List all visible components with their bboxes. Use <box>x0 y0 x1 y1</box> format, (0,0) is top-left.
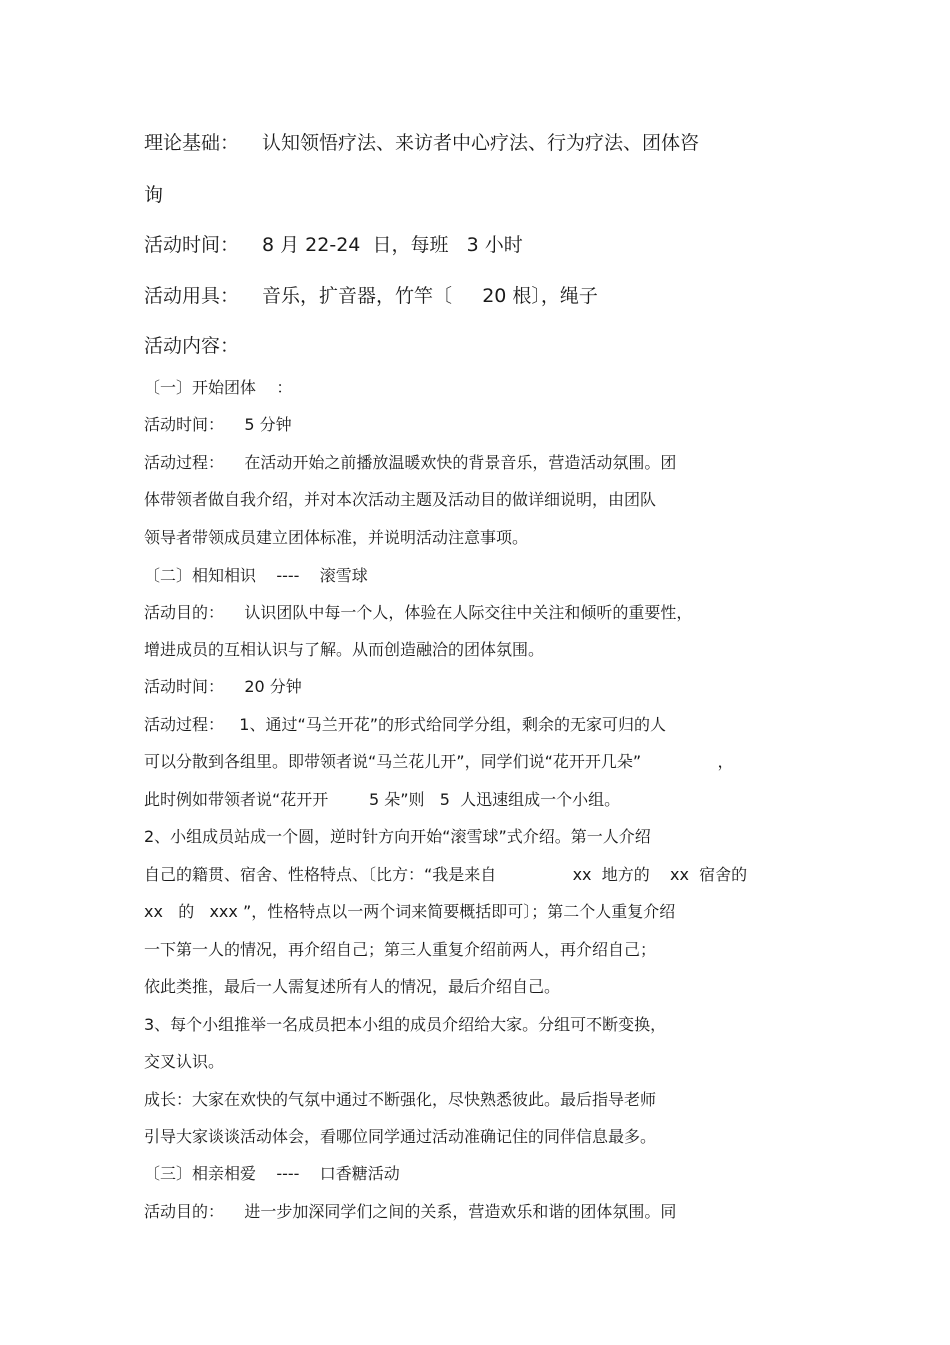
paragraph-line: 活动时间： 5 分钟 <box>144 415 292 434</box>
theory-continuation: 询 <box>144 184 164 206</box>
paragraph-line: 活动目的： 进一步加深同学们之间的关系，营造欢乐和谐的团体氛围。同 <box>144 1202 677 1221</box>
paragraph-line: 活动过程： 在活动开始之前播放温暖欢快的背景音乐，营造活动氛围。团 <box>144 453 677 472</box>
paragraph-line: 2、小组成员站成一个圆，逆时针方向开始“滚雪球”式介绍。第一人介绍 <box>144 827 651 846</box>
paragraph-line: 此时例如带领者说“花开开 5 朵”则 5 人迅速组成一个小组。 <box>144 790 621 809</box>
paragraph-line: 3、每个小组推举一名成员把本小组的成员介绍给大家。分组可不断变换， <box>144 1015 667 1034</box>
paragraph-line: xx 的 xxx ”，性格特点以一两个词来简要概括即可〕；第二个人重复介绍 <box>144 902 676 921</box>
paragraph-line: 活动目的： 认识团队中每一个人，体验在人际交往中关注和倾听的重要性， <box>144 603 693 622</box>
paragraph-line: 引导大家谈谈活动体会，看哪位同学通过活动准确记住的同伴信息最多。 <box>144 1127 657 1146</box>
paragraph-line: 自己的籍贯、宿舍、性格特点、〔比方：“我是来自 xx 地方的 xx 宿舍的 <box>144 865 748 884</box>
paragraph-line: 活动过程： 1、通过“马兰开花”的形式给同学分组，剩余的无家可归的人 <box>144 715 667 734</box>
activity-time-text: 8 月 22-24 日，每班 3 小时 <box>262 234 523 256</box>
paragraph-line: 可以分散到各组里。即带领者说“马兰花儿开”，同学们说“花开开几朵” ， <box>144 752 734 771</box>
paragraph-line: 一下第一人的情况，再介绍自己；第三人重复介绍前两人，再介绍自己； <box>144 940 657 959</box>
paragraph-line: 交叉认识。 <box>144 1052 225 1071</box>
section-1-heading: 〔一〕开始团体 ： <box>144 378 293 397</box>
activity-tools-text: 音乐，扩音器，竹竿〔 20 根〕，绳子 <box>262 285 598 307</box>
activity-time-label: 活动时间： <box>144 234 240 256</box>
paragraph-line: 依此类推，最后一人需复述所有人的情况，最后介绍自己。 <box>144 977 561 996</box>
paragraph-line: 活动时间： 20 分钟 <box>144 677 302 696</box>
paragraph-line: 体带领者做自我介绍，并对本次活动主题及活动目的做详细说明，由团队 <box>144 490 657 509</box>
theory-text: 认知领悟疗法、来访者中心疗法、行为疗法、团体咨 <box>262 132 700 154</box>
activity-content-label: 活动内容： <box>144 335 240 357</box>
paragraph-line: 成长：大家在欢快的气氛中通过不断强化，尽快熟悉彼此。最后指导老师 <box>144 1090 657 1109</box>
paragraph-line: 增进成员的互相认识与了解。从而创造融洽的团体氛围。 <box>144 640 545 659</box>
section-2-heading: 〔二〕相知相识 ---- 滚雪球 <box>144 566 368 585</box>
section-3-heading: 〔三〕相亲相爱 ---- 口香糖活动 <box>144 1164 400 1183</box>
paragraph-line: 领导者带领成员建立团体标准，并说明活动注意事项。 <box>144 528 529 547</box>
theory-label: 理论基础： <box>144 132 240 154</box>
activity-tools-label: 活动用具： <box>144 285 240 307</box>
